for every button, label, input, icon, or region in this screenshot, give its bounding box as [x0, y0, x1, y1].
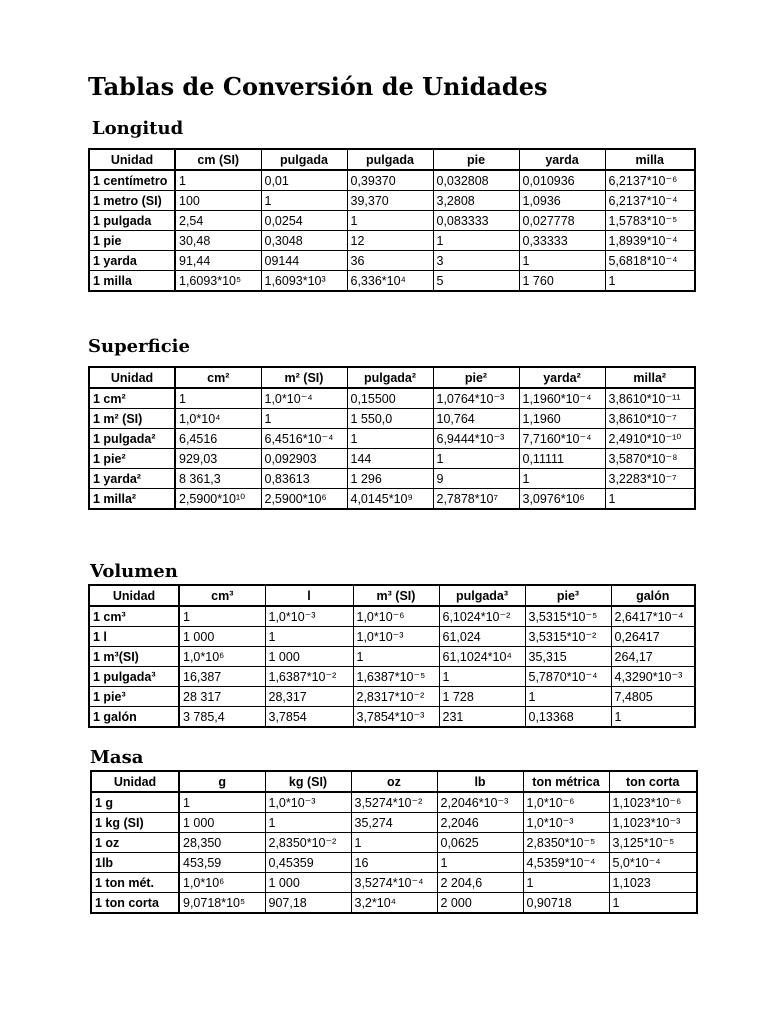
- row-header: 1 kg (SI): [91, 813, 179, 833]
- table-cell: 2 204,6: [437, 873, 523, 893]
- table-cell: 8 361,3: [175, 469, 261, 489]
- row-header: 1 l: [89, 627, 179, 647]
- column-header: cm²: [175, 367, 261, 388]
- table-cell: 1: [179, 792, 265, 813]
- table-cell: 1: [175, 170, 261, 191]
- table-cell: 2,7878*10⁷: [433, 489, 519, 510]
- table-row: [89, 489, 695, 510]
- column-header: galón: [611, 585, 695, 606]
- table-cell: 6,336*10⁴: [347, 271, 433, 292]
- table-cell: 1: [609, 893, 697, 914]
- table-cell: 1: [347, 211, 433, 231]
- table-cell: 1 550,0: [347, 409, 433, 429]
- table-cell: 1,0*10⁻³: [523, 813, 609, 833]
- column-header: m² (SI): [261, 367, 347, 388]
- table-cell: 39,370: [347, 191, 433, 211]
- table-cell: 1 760: [519, 271, 605, 292]
- table-cell: 9: [433, 469, 519, 489]
- table-row: [89, 211, 695, 231]
- table-cell: 1,1023*10⁻³: [609, 813, 697, 833]
- table-cell: 6,1024*10⁻²: [439, 606, 525, 627]
- table-cell: 3,7854*10⁻³: [353, 707, 439, 728]
- table-cell: 3,2*10⁴: [351, 893, 437, 914]
- column-header: pulgada: [347, 149, 433, 170]
- table-cell: 0,0254: [261, 211, 347, 231]
- table-cell: 2,8317*10⁻²: [353, 687, 439, 707]
- column-header: l: [265, 585, 353, 606]
- table-cell: 0,45359: [265, 853, 351, 873]
- row-header: 1 yarda²: [89, 469, 175, 489]
- section-title-superficie: Superficie: [88, 336, 190, 357]
- table-cell: 91,44: [175, 251, 261, 271]
- table-cell: 1: [525, 687, 611, 707]
- table-cell: 1: [175, 388, 261, 409]
- table-cell: 0,15500: [347, 388, 433, 409]
- table-cell: 16: [351, 853, 437, 873]
- table-cell: 1,6387*10⁻²: [265, 667, 353, 687]
- column-header: lb: [437, 771, 523, 792]
- table-cell: 1: [605, 271, 695, 292]
- table-cell: 907,18: [265, 893, 351, 914]
- row-header: 1 pulgada: [89, 211, 175, 231]
- column-header: milla²: [605, 367, 695, 388]
- table-cell: 2,8350*10⁻²: [265, 833, 351, 853]
- table-cell: 1,0*10⁻³: [265, 606, 353, 627]
- table-cell: 4,0145*10⁹: [347, 489, 433, 510]
- table-row: [89, 271, 695, 292]
- table-cell: 0,092903: [261, 449, 347, 469]
- table-row: [89, 606, 695, 627]
- table-row: [89, 170, 695, 191]
- section-title-masa: Masa: [90, 747, 144, 768]
- column-header: pulgada: [261, 149, 347, 170]
- table-longitud: [88, 148, 696, 292]
- table-row: [91, 893, 697, 914]
- header-row: [91, 771, 697, 792]
- table-row: [91, 813, 697, 833]
- table-cell: 0,26417: [611, 627, 695, 647]
- table-cell: 3,8610*10⁻¹¹: [605, 388, 695, 409]
- column-header: Unidad: [89, 367, 175, 388]
- table-cell: 2 000: [437, 893, 523, 914]
- table-row: [91, 833, 697, 853]
- table-row: [91, 873, 697, 893]
- table-cell: 3,7854: [265, 707, 353, 728]
- table-row: [89, 231, 695, 251]
- table-cell: 6,9444*10⁻³: [433, 429, 519, 449]
- column-header: kg (SI): [265, 771, 351, 792]
- table-cell: 2,5900*10¹⁰: [175, 489, 261, 510]
- table-cell: 1: [605, 489, 695, 510]
- table-cell: 1,1023: [609, 873, 697, 893]
- table-cell: 1,5783*10⁻⁵: [605, 211, 695, 231]
- table-cell: 1: [265, 813, 351, 833]
- row-header: 1 milla: [89, 271, 175, 292]
- row-header: 1 m³(SI): [89, 647, 179, 667]
- table-cell: 2,6417*10⁻⁴: [611, 606, 695, 627]
- table-cell: 5,6818*10⁻⁴: [605, 251, 695, 271]
- table-row: [89, 707, 695, 728]
- table-row: [91, 853, 697, 873]
- row-header: 1 centímetro: [89, 170, 175, 191]
- section-title-volumen: Volumen: [90, 561, 178, 582]
- table-cell: 4,3290*10⁻³: [611, 667, 695, 687]
- table-cell: 1: [261, 409, 347, 429]
- table-cell: 3,5274*10⁻²: [351, 792, 437, 813]
- table-cell: 0,010936: [519, 170, 605, 191]
- row-header: 1 m² (SI): [89, 409, 175, 429]
- table-volumen: [88, 584, 696, 728]
- table-cell: 231: [439, 707, 525, 728]
- table-cell: 35,315: [525, 647, 611, 667]
- column-header: pie: [433, 149, 519, 170]
- table-cell: 1 728: [439, 687, 525, 707]
- table-cell: 3,5315*10⁻²: [525, 627, 611, 647]
- table-row: [89, 627, 695, 647]
- table-cell: 3 785,4: [179, 707, 265, 728]
- table-cell: 1: [261, 191, 347, 211]
- document-title: Tablas de Conversión de Unidades: [88, 72, 548, 101]
- table-cell: 6,4516: [175, 429, 261, 449]
- table-cell: 0,13368: [525, 707, 611, 728]
- row-header: 1 pulgada²: [89, 429, 175, 449]
- column-header: pie³: [525, 585, 611, 606]
- table-row: [89, 469, 695, 489]
- header-row: [89, 367, 695, 388]
- table-cell: 2,54: [175, 211, 261, 231]
- table-cell: 10,764: [433, 409, 519, 429]
- table-cell: 7,7160*10⁻⁴: [519, 429, 605, 449]
- table-cell: 3,5870*10⁻⁸: [605, 449, 695, 469]
- row-header: 1 pie³: [89, 687, 179, 707]
- row-header: 1lb: [91, 853, 179, 873]
- row-header: 1 milla²: [89, 489, 175, 510]
- row-header: 1 g: [91, 792, 179, 813]
- table-cell: 1,0*10⁻³: [353, 627, 439, 647]
- table-cell: 30,48: [175, 231, 261, 251]
- table-row: [89, 191, 695, 211]
- table-cell: 1 000: [179, 813, 265, 833]
- table-cell: 0,027778: [519, 211, 605, 231]
- table-cell: 1,0936: [519, 191, 605, 211]
- row-header: 1 cm²: [89, 388, 175, 409]
- table-cell: 28,350: [179, 833, 265, 853]
- table-cell: 61,024: [439, 627, 525, 647]
- table-cell: 7,4805: [611, 687, 695, 707]
- column-header: pulgada³: [439, 585, 525, 606]
- table-row: [89, 647, 695, 667]
- row-header: 1 yarda: [89, 251, 175, 271]
- column-header: pie²: [433, 367, 519, 388]
- table-cell: 2,4910*10⁻¹⁰: [605, 429, 695, 449]
- table-row: [89, 409, 695, 429]
- table-cell: 1,0*10⁻⁶: [523, 792, 609, 813]
- column-header: m³ (SI): [353, 585, 439, 606]
- table-cell: 1,6387*10⁻⁵: [353, 667, 439, 687]
- column-header: pulgada²: [347, 367, 433, 388]
- column-header: Unidad: [89, 585, 179, 606]
- table-cell: 0,3048: [261, 231, 347, 251]
- table-cell: 1: [611, 707, 695, 728]
- row-header: 1 ton corta: [91, 893, 179, 914]
- table-cell: 0,083333: [433, 211, 519, 231]
- table-cell: 264,17: [611, 647, 695, 667]
- table-cell: 1 000: [265, 647, 353, 667]
- table-cell: 100: [175, 191, 261, 211]
- column-header: Unidad: [89, 149, 175, 170]
- table-cell: 1: [437, 853, 523, 873]
- column-header: milla: [605, 149, 695, 170]
- table-cell: 1,0*10⁶: [179, 873, 265, 893]
- row-header: 1 galón: [89, 707, 179, 728]
- table-cell: 1: [433, 231, 519, 251]
- header-row: [89, 585, 695, 606]
- row-header: 1 pulgada³: [89, 667, 179, 687]
- table-cell: 61,1024*10⁴: [439, 647, 525, 667]
- column-header: yarda²: [519, 367, 605, 388]
- table-cell: 1,0*10⁶: [179, 647, 265, 667]
- table-cell: 3,125*10⁻⁵: [609, 833, 697, 853]
- table-cell: 453,59: [179, 853, 265, 873]
- table-cell: 3,0976*10⁶: [519, 489, 605, 510]
- table-cell: 1,0*10⁻⁶: [353, 606, 439, 627]
- table-superficie: [88, 366, 696, 510]
- table-cell: 4,5359*10⁻⁴: [523, 853, 609, 873]
- row-header: 1 metro (SI): [89, 191, 175, 211]
- row-header: 1 cm³: [89, 606, 179, 627]
- table-cell: 3: [433, 251, 519, 271]
- table-cell: 0,90718: [523, 893, 609, 914]
- table-cell: 35,274: [351, 813, 437, 833]
- section-title-longitud: Longitud: [92, 118, 184, 139]
- table-cell: 3,5315*10⁻⁵: [525, 606, 611, 627]
- table-cell: 6,2137*10⁻⁴: [605, 191, 695, 211]
- table-cell: 3,2808: [433, 191, 519, 211]
- table-cell: 1,0*10⁻⁴: [261, 388, 347, 409]
- table-cell: 2,5900*10⁶: [261, 489, 347, 510]
- table-cell: 1: [519, 469, 605, 489]
- table-cell: 0,33333: [519, 231, 605, 251]
- column-header: Unidad: [91, 771, 179, 792]
- table-cell: 1,6093*10³: [261, 271, 347, 292]
- table-cell: 1: [265, 627, 353, 647]
- table-cell: 1,0*10⁴: [175, 409, 261, 429]
- row-header: 1 oz: [91, 833, 179, 853]
- table-cell: 5: [433, 271, 519, 292]
- column-header: ton métrica: [523, 771, 609, 792]
- row-header: 1 ton mét.: [91, 873, 179, 893]
- column-header: ton corta: [609, 771, 697, 792]
- table-cell: 3,8610*10⁻⁷: [605, 409, 695, 429]
- table-cell: 1: [523, 873, 609, 893]
- table-cell: 6,4516*10⁻⁴: [261, 429, 347, 449]
- column-header: g: [179, 771, 265, 792]
- column-header: cm³: [179, 585, 265, 606]
- table-row: [89, 251, 695, 271]
- table-cell: 3,5274*10⁻⁴: [351, 873, 437, 893]
- table-cell: 9,0718*10⁵: [179, 893, 265, 914]
- row-header: 1 pie: [89, 231, 175, 251]
- table-cell: 2,2046: [437, 813, 523, 833]
- table-cell: 929,03: [175, 449, 261, 469]
- table-cell: 0,83613: [261, 469, 347, 489]
- table-row: [89, 687, 695, 707]
- table-row: [89, 388, 695, 409]
- table-cell: 1: [519, 251, 605, 271]
- table-cell: 0,032808: [433, 170, 519, 191]
- table-row: [91, 792, 697, 813]
- table-cell: 2,2046*10⁻³: [437, 792, 523, 813]
- table-cell: 6,2137*10⁻⁶: [605, 170, 695, 191]
- table-cell: 09144: [261, 251, 347, 271]
- table-cell: 0,01: [261, 170, 347, 191]
- table-cell: 36: [347, 251, 433, 271]
- table-cell: 1,6093*10⁵: [175, 271, 261, 292]
- table-cell: 1 000: [179, 627, 265, 647]
- table-cell: 1: [433, 449, 519, 469]
- table-cell: 1,1023*10⁻⁶: [609, 792, 697, 813]
- table-cell: 28 317: [179, 687, 265, 707]
- table-cell: 2,8350*10⁻⁵: [523, 833, 609, 853]
- table-cell: 1 296: [347, 469, 433, 489]
- table-cell: 1: [179, 606, 265, 627]
- table-cell: 5,0*10⁻⁴: [609, 853, 697, 873]
- table-cell: 28,317: [265, 687, 353, 707]
- table-cell: 3,2283*10⁻⁷: [605, 469, 695, 489]
- column-header: yarda: [519, 149, 605, 170]
- table-cell: 0,39370: [347, 170, 433, 191]
- table-row: [89, 667, 695, 687]
- table-cell: 1: [347, 429, 433, 449]
- table-cell: 1 000: [265, 873, 351, 893]
- table-cell: 1: [351, 833, 437, 853]
- table-cell: 12: [347, 231, 433, 251]
- table-row: [89, 449, 695, 469]
- table-cell: 1: [439, 667, 525, 687]
- table-masa: [90, 770, 698, 914]
- table-cell: 1,0764*10⁻³: [433, 388, 519, 409]
- table-cell: 1,1960: [519, 409, 605, 429]
- table-cell: 0,11111: [519, 449, 605, 469]
- table-cell: 1,8939*10⁻⁴: [605, 231, 695, 251]
- table-cell: 0,0625: [437, 833, 523, 853]
- column-header: oz: [351, 771, 437, 792]
- table-cell: 1: [353, 647, 439, 667]
- column-header: cm (SI): [175, 149, 261, 170]
- table-row: [89, 429, 695, 449]
- table-cell: 5,7870*10⁻⁴: [525, 667, 611, 687]
- table-cell: 16,387: [179, 667, 265, 687]
- row-header: 1 pie²: [89, 449, 175, 469]
- header-row: [89, 149, 695, 170]
- table-cell: 1,0*10⁻³: [265, 792, 351, 813]
- table-cell: 144: [347, 449, 433, 469]
- table-cell: 1,1960*10⁻⁴: [519, 388, 605, 409]
